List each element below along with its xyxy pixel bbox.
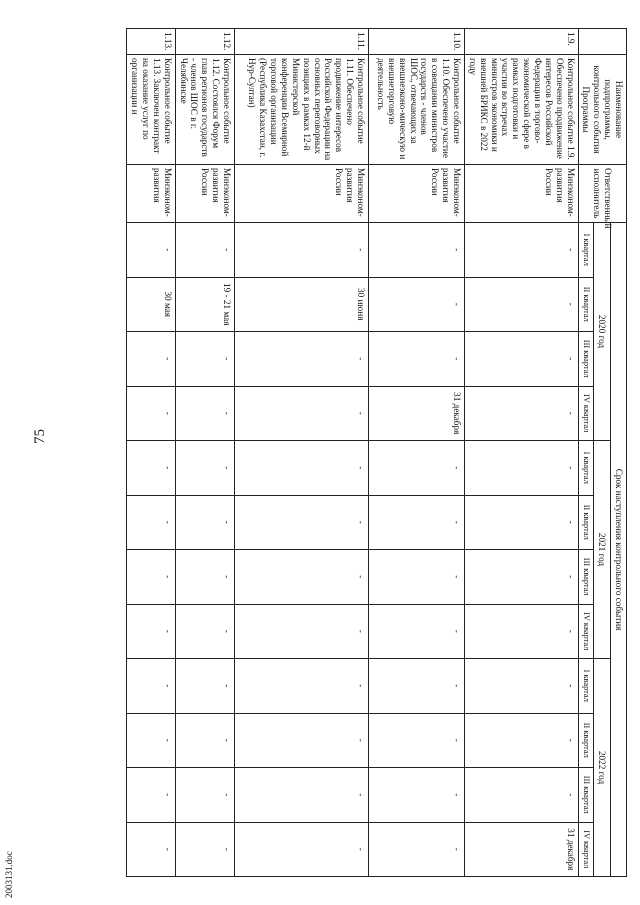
quarter-cell: -	[464, 332, 578, 387]
quarter-cell: -	[127, 550, 175, 605]
row-responsible: Минэконом-развития	[127, 165, 175, 223]
header-quarter: I квартал	[578, 659, 594, 714]
quarter-cell: -	[234, 604, 368, 659]
quarter-cell: -	[234, 223, 368, 278]
row-name: Контрольное событие 1.12. Состоялся Форум глав регионов государств - членов ШОС в г. Челябинске	[175, 55, 234, 165]
row-name: Контрольное событие 1.9. Обеспечено продвижение интересов Российской Федерации в торгово-экономической сфере в рамках подготовки и участия во встречах министров экономики и внешней БРИКС в 2022 году	[464, 55, 578, 165]
quarter-cell: -	[127, 659, 175, 714]
quarter-cell: -	[127, 332, 175, 387]
quarter-cell: 31 декабря	[368, 386, 464, 441]
row-number: 1.9.	[464, 29, 578, 55]
quarter-cell: 19 - 21 мая	[175, 277, 234, 332]
header-quarter: I квартал	[578, 441, 594, 496]
quarter-cell: -	[127, 386, 175, 441]
row-number: 1.11.	[234, 29, 368, 55]
row-name: Контрольное событие 1.13. Заключен контракт на оказание услуг по организации и	[127, 55, 175, 165]
quarter-cell: -	[368, 822, 464, 877]
header-quarter: I квартал	[578, 223, 594, 278]
quarter-cell: -	[464, 441, 578, 496]
quarter-cell: -	[127, 604, 175, 659]
quarter-cell: -	[368, 713, 464, 768]
quarter-cell: -	[464, 768, 578, 823]
header-quarter: IV квартал	[578, 604, 594, 659]
quarter-cell: -	[127, 822, 175, 877]
quarter-cell: -	[368, 441, 464, 496]
table-row	[464, 29, 578, 877]
table-row	[234, 29, 368, 877]
row-responsible: Минэконом-развития России	[175, 165, 234, 223]
quarter-cell: -	[464, 713, 578, 768]
header-number	[578, 29, 626, 55]
quarter-cell: 30 мая	[127, 277, 175, 332]
header-year-2021: 2021 год	[594, 441, 610, 659]
quarter-cell: -	[464, 223, 578, 278]
quarter-cell: -	[175, 659, 234, 714]
header-quarter: IV квартал	[578, 822, 594, 877]
quarter-cell: -	[127, 495, 175, 550]
quarter-cell: -	[175, 768, 234, 823]
document-code: 2003131.doc	[4, 851, 14, 898]
row-responsible: Минэконом-развития России	[368, 165, 464, 223]
quarter-cell: -	[464, 604, 578, 659]
quarter-cell: -	[234, 441, 368, 496]
quarter-cell: -	[368, 768, 464, 823]
row-name: Контрольное событие 1.11. Обеспечено продвижение интересов Российской Федерации на основных переговорных позициях в рамках 12-й Министерской конференции Всемирной торговой организации (Республика Казахстан, г. Нур-Султан)	[234, 55, 368, 165]
row-number: 1.12.	[175, 29, 234, 55]
row-number: 1.13.	[127, 29, 175, 55]
quarter-cell: -	[234, 659, 368, 714]
quarter-cell: -	[464, 495, 578, 550]
table-row	[175, 29, 234, 877]
quarter-cell: -	[234, 550, 368, 605]
header-deadline: Срок наступления контрольного события	[610, 223, 626, 877]
header-quarter: IV квартал	[578, 386, 594, 441]
row-responsible: Минэконом-развития России	[464, 165, 578, 223]
quarter-cell: -	[368, 332, 464, 387]
header-quarter: II квартал	[578, 277, 594, 332]
quarter-cell: -	[464, 550, 578, 605]
quarter-cell: -	[175, 223, 234, 278]
table-row	[127, 29, 175, 877]
quarter-cell: -	[368, 550, 464, 605]
quarter-cell: -	[234, 713, 368, 768]
quarter-cell: -	[175, 550, 234, 605]
rotated-table-container	[77, 28, 627, 876]
quarter-cell: -	[234, 822, 368, 877]
quarter-cell: -	[175, 713, 234, 768]
quarter-cell: -	[127, 441, 175, 496]
quarter-cell: -	[368, 659, 464, 714]
table-row	[368, 29, 464, 877]
quarter-cell: -	[464, 386, 578, 441]
quarter-cell: -	[234, 386, 368, 441]
quarter-cell: -	[175, 441, 234, 496]
quarter-cell: -	[175, 495, 234, 550]
header-name: Наименование подпрограммы, контрольного события Программы	[578, 55, 626, 165]
quarter-cell: -	[127, 768, 175, 823]
quarter-cell: -	[127, 713, 175, 768]
quarter-cell: 30 июня	[234, 277, 368, 332]
quarter-cell: -	[127, 223, 175, 278]
quarter-cell: -	[368, 495, 464, 550]
header-quarter: II квартал	[578, 713, 594, 768]
quarter-cell: -	[464, 277, 578, 332]
control-events-table	[126, 28, 627, 877]
row-responsible: Минэконом-развития России	[234, 165, 368, 223]
quarter-cell: -	[464, 659, 578, 714]
quarter-cell: -	[175, 332, 234, 387]
quarter-cell: -	[175, 604, 234, 659]
quarter-cell: -	[234, 768, 368, 823]
quarter-cell: -	[175, 822, 234, 877]
quarter-cell: -	[234, 495, 368, 550]
header-responsible: Ответственный исполнитель	[578, 165, 626, 223]
page-number: 75	[32, 429, 48, 444]
header-quarter: III квартал	[578, 768, 594, 823]
quarter-cell: -	[175, 386, 234, 441]
quarter-cell: -	[368, 604, 464, 659]
quarter-cell: -	[234, 332, 368, 387]
quarter-cell: -	[368, 223, 464, 278]
row-name: Контрольное событие 1.10. Обеспечено участие в совещании министров государств - членов ШОС, отвечающих за внешнеэконо-мическую и внешнеторговую деятельность	[368, 55, 464, 165]
header-quarter: II квартал	[578, 495, 594, 550]
header-quarter: III квартал	[578, 332, 594, 387]
row-number: 1.10.	[368, 29, 464, 55]
quarter-cell: 31 декабря	[464, 822, 578, 877]
header-year-2022: 2022 год	[594, 659, 610, 877]
header-quarter: III квартал	[578, 550, 594, 605]
quarter-cell: -	[368, 277, 464, 332]
header-year-2020: 2020 год	[594, 223, 610, 441]
